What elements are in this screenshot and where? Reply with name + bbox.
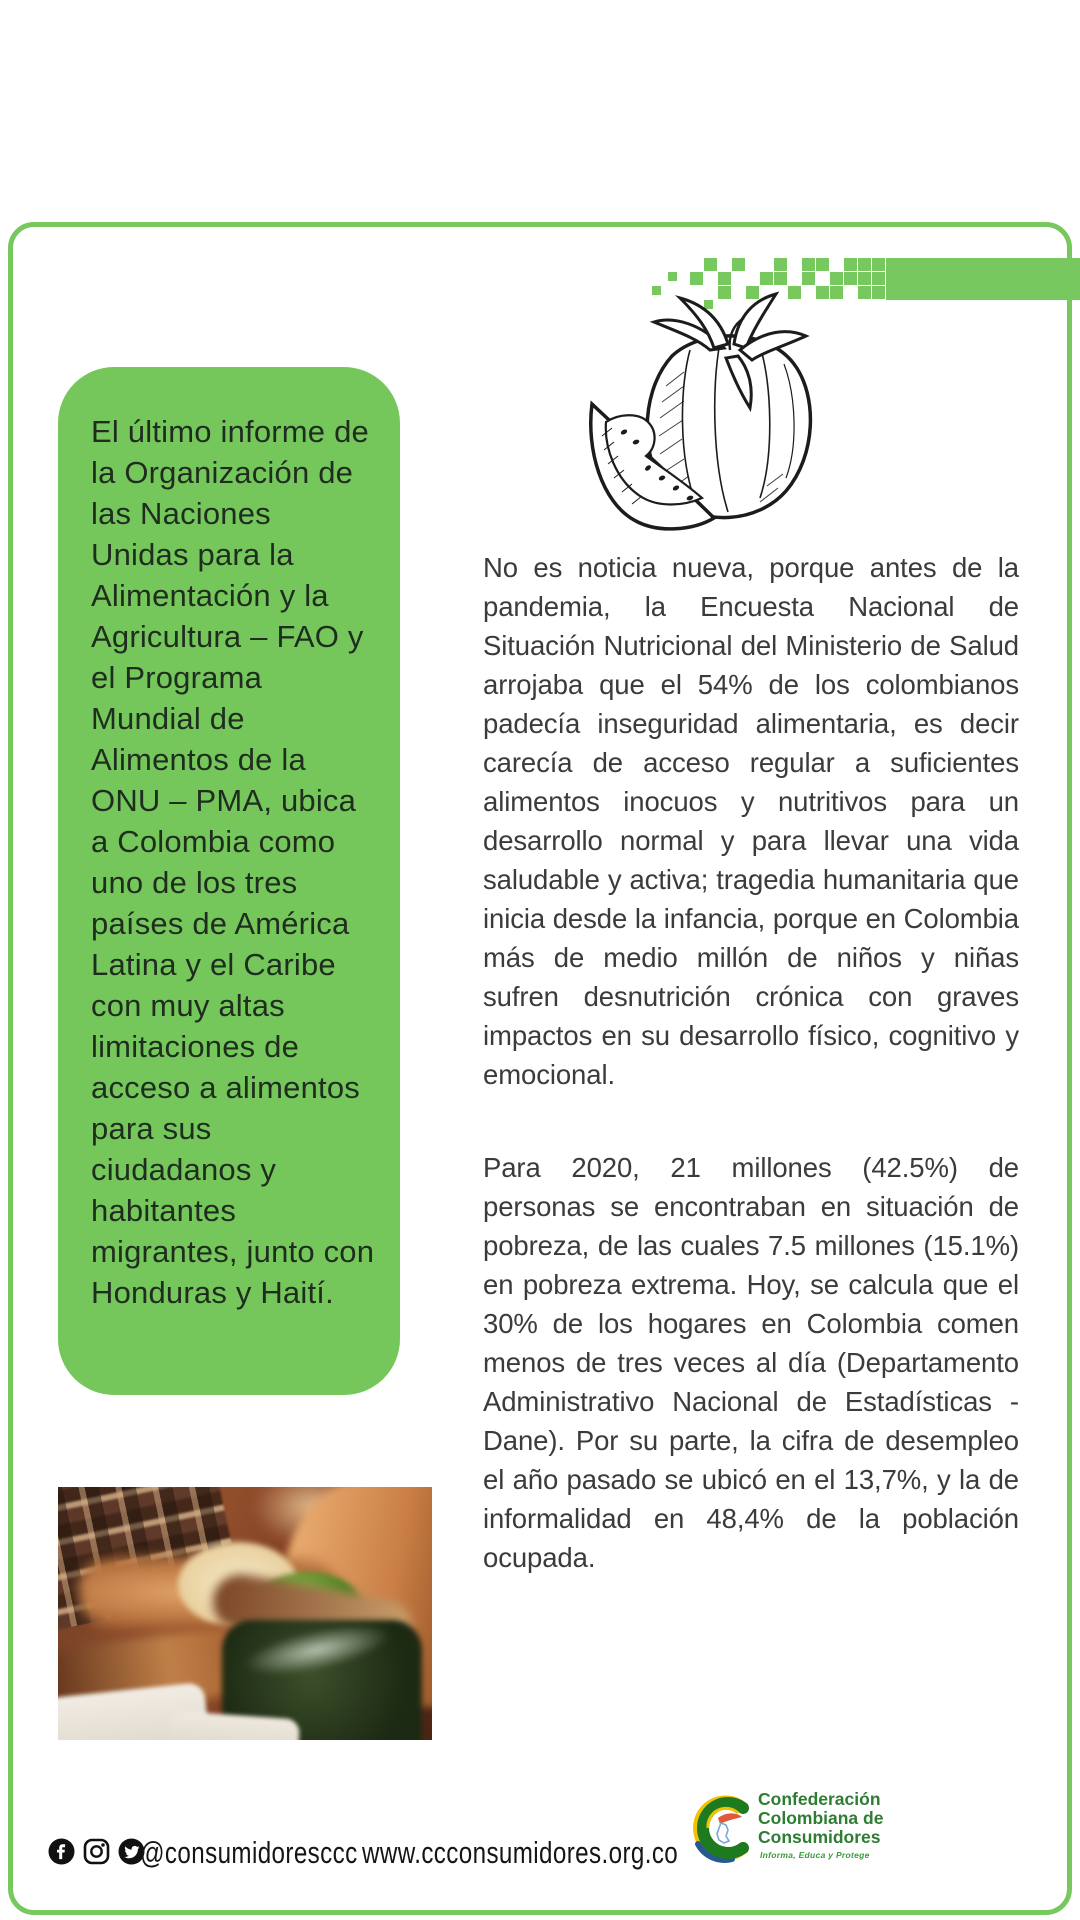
social-icons bbox=[48, 1838, 145, 1865]
facebook-icon[interactable] bbox=[48, 1838, 75, 1865]
intro-highlight-box bbox=[58, 367, 400, 1395]
hands-sharing-food-photo bbox=[58, 1487, 432, 1740]
ccc-logo-mark bbox=[688, 1792, 754, 1864]
logo-line-1: Confederación bbox=[758, 1789, 881, 1809]
ccc-logo bbox=[688, 1786, 988, 1896]
article-body bbox=[483, 548, 1019, 1577]
logo-tagline: Informa, Educa y Protege bbox=[760, 1850, 870, 1860]
logo-text bbox=[758, 1790, 883, 1847]
tomato-sketch-illustration bbox=[562, 246, 820, 542]
logo-line-2: Colombiana de bbox=[758, 1808, 884, 1828]
article-paragraph-2: Para 2020, 21 millones (42.5%) de personas se encontraban en situación de pobreza, de las cuales 7.5 millones (15.1%) en pobreza extrema. Hoy, se calcula que el 30% de los hogares en Colombia comen menos de tres veces al día (Departamento Administrativo Nacional de Estadísticas - Dane). Por su parte, la cifra de desempleo el año pasado se ubicó en el 13,7%, y la de informalidad en 48,4% de la población ocupada. bbox=[483, 1152, 1019, 1573]
article-paragraph-1: No es noticia nueva, porque antes de la pandemia, la Encuesta Nacional de Situación Nutricional del Ministerio de Salud arrojaba que el 54% de los colombianos padecía inseguridad alimentaria, es decir carecía de acceso regular a suficientes alimentos inocuos y nutritivos para un desarrollo normal y para llevar una vida saludable y activa; tragedia humanitaria que inicia desde la infancia, porque en Colombia más de medio millón de niños y niñas sufren desnutrición crónica con graves impactos en su desarrollo físico, cognitivo y emocional. bbox=[483, 552, 1019, 1090]
footer bbox=[0, 1789, 1080, 1888]
website-url[interactable]: www.ccconsumidores.org.co bbox=[362, 1835, 679, 1870]
logo-line-3: Consumidores bbox=[758, 1827, 881, 1847]
social-handle[interactable]: @consumidoresccc bbox=[140, 1835, 358, 1870]
instagram-icon[interactable] bbox=[83, 1838, 110, 1865]
intro-text: El último informe de la Organización de las Naciones Unidas para la Alimentación y la Agricultura – FAO y el Programa Mundial de Alimentos de la ONU – PMA, ubica a Colombia como uno de los tres países de América Latina y el Caribe con muy altas limitaciones de acceso a alimentos para sus ciudadanos y habitantes migrantes, junto con Honduras y Haití. bbox=[91, 414, 375, 1310]
